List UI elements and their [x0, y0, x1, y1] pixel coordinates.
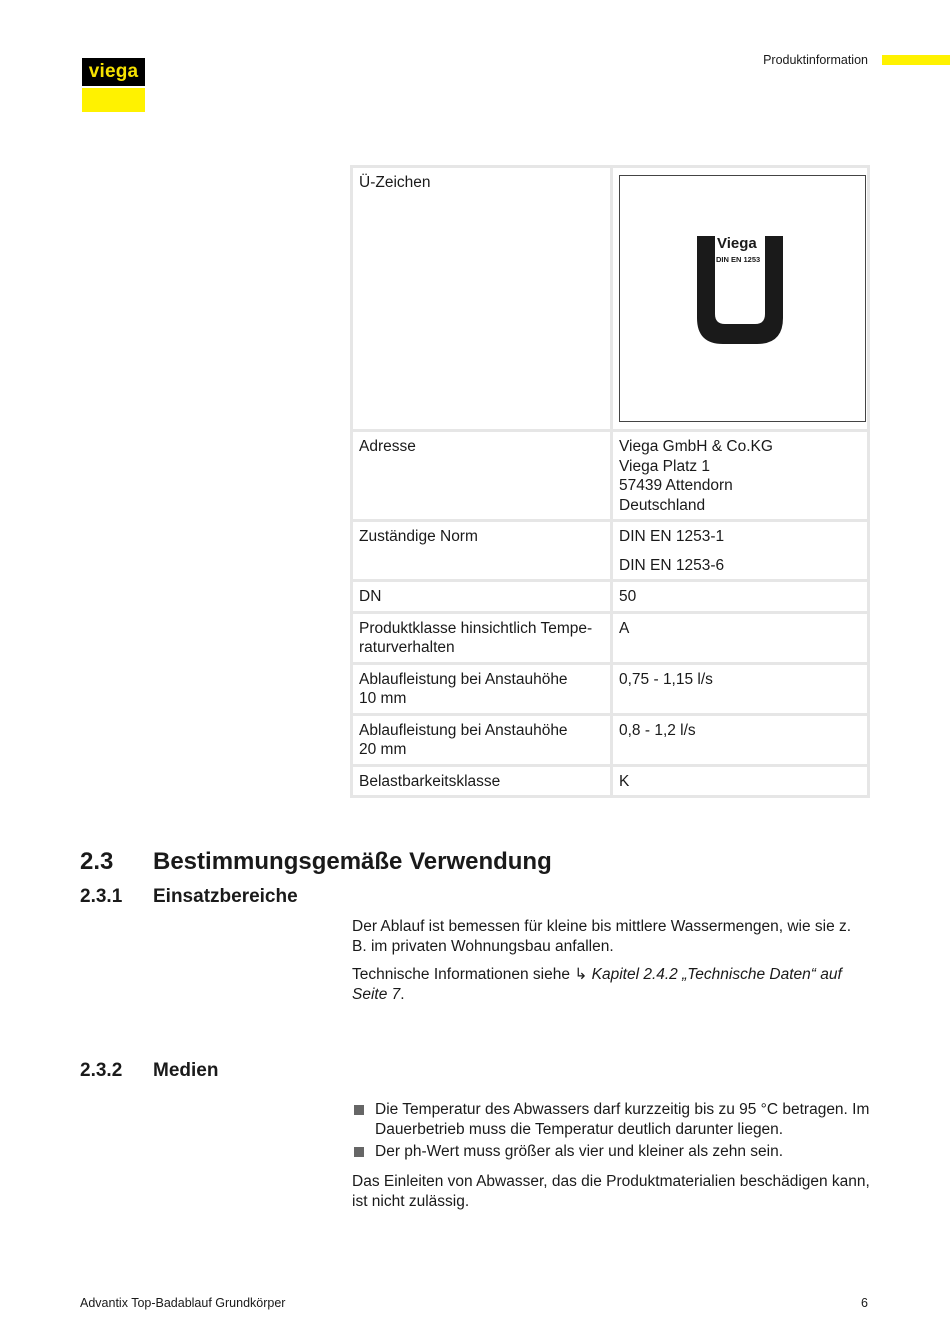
para-suffix: .: [400, 985, 405, 1003]
footer-page-number: 6: [861, 1296, 868, 1310]
row-value: K: [613, 767, 867, 796]
paragraph-technical-info: [352, 965, 852, 1004]
row-label: Produktklasse hinsichtlich Tempe- raturverhalten: [353, 614, 610, 662]
value-line: DIN EN 1253-1: [619, 528, 725, 545]
paragraph-media-note: Das Einleiten von Abwasser, das die Produktmaterialien beschädigen kann, ist nicht zulässig.: [352, 1173, 870, 1210]
viega-logo: [82, 58, 145, 112]
table-row-sign: [353, 168, 867, 429]
media-bullet-list: [352, 1100, 872, 1165]
row-label: Ablaufleistung bei Anstauhöhe 20 mm: [353, 716, 610, 764]
section-title: Einsatzbereiche: [153, 886, 298, 907]
row-label: Belastbarkeitsklasse: [353, 767, 610, 796]
chapter-link[interactable]: Kapitel 2.4.2 „Technische Daten“ auf Seite 7: [352, 966, 842, 1003]
table-row: [353, 614, 867, 662]
row-value: [613, 432, 867, 519]
row-value: 0,8 - 1,2 l/s: [613, 716, 867, 764]
u-mark-norm: DIN EN 1253: [716, 255, 761, 264]
logo-wordmark: viega: [82, 58, 145, 86]
list-item-text: Der ph-Wert muss größer als vier und kleiner als zehn sein.: [375, 1143, 784, 1160]
section-title: Medien: [153, 1060, 219, 1081]
section-number: 2.3: [80, 848, 114, 875]
para-prefix: Technische Informationen siehe: [352, 966, 575, 983]
row-value: 0,75 - 1,15 l/s: [613, 665, 867, 713]
list-item-text: Die Temperatur des Abwassers darf kurzzeitig bis zu 95 °C betragen. Im Dauerbetrieb muss die Temperatur deutlich darunter liegen.: [375, 1101, 870, 1138]
value-line: DIN EN 1253-6: [619, 556, 725, 574]
table-row: [353, 432, 867, 519]
section-number: 2.3.2: [80, 1060, 123, 1081]
spec-table: [350, 165, 870, 798]
paragraph-einsatzbereiche: Der Ablauf ist bemessen für kleine bis mittlere Wassermengen, wie sie z. B. im privaten Wohnungsbau anfallen.: [352, 918, 852, 955]
header-accent-bar: [882, 55, 950, 65]
u-mark-icon: [697, 236, 783, 346]
bullet-square-icon: [354, 1147, 364, 1157]
value-line: 57439 Attendorn: [619, 477, 733, 494]
row-value: [613, 522, 867, 579]
row-label: Ü-Zeichen: [353, 168, 610, 429]
list-item: [352, 1142, 872, 1162]
header-section-label: Produktinformation: [763, 53, 868, 67]
row-value: A: [613, 614, 867, 662]
value-line: Deutschland: [619, 496, 706, 514]
value-line: Viega GmbH & Co.KG: [619, 438, 773, 455]
table-row: [353, 767, 867, 796]
link-arrow-icon: ↳: [574, 966, 588, 983]
bullet-square-icon: [354, 1105, 364, 1115]
section-heading-2-3-2: [80, 1060, 218, 1082]
table-row: [353, 582, 867, 611]
sign-cell: [613, 168, 867, 429]
row-label: Adresse: [353, 432, 610, 519]
u-mark-image: [619, 175, 866, 422]
row-label: Zuständige Norm: [353, 522, 610, 579]
row-label: Ablaufleistung bei Anstauhöhe 10 mm: [353, 665, 610, 713]
value-line: Viega Platz 1: [619, 457, 711, 475]
section-title: Bestimmungsgemäße Verwendung: [153, 848, 552, 875]
table-row: [353, 665, 867, 713]
section-number: 2.3.1: [80, 886, 123, 907]
footer-document-title: Advantix Top-Badablauf Grundkörper: [80, 1296, 286, 1310]
table-row: [353, 522, 867, 579]
row-label: DN: [353, 582, 610, 611]
section-heading-2-3-1: [80, 886, 298, 908]
logo-yellow-block: [82, 88, 145, 112]
list-item: [352, 1100, 872, 1139]
u-mark-name: Viega: [717, 236, 757, 252]
section-heading-2-3: [80, 848, 552, 876]
row-value: 50: [613, 582, 867, 611]
table-row: [353, 716, 867, 764]
